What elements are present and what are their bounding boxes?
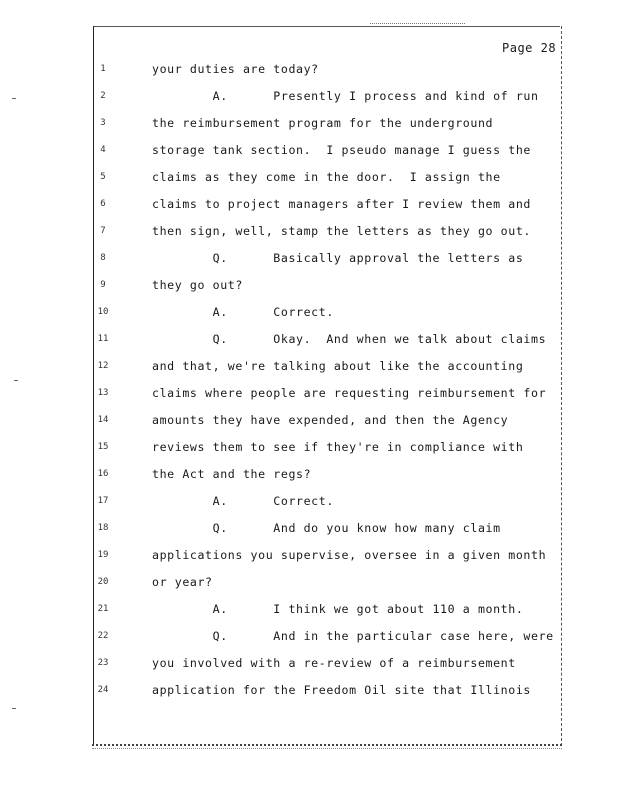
transcript-line: amounts they have expended, and then the Agency — [152, 413, 509, 427]
line-number: 17 — [97, 496, 109, 506]
line-number: 21 — [97, 604, 109, 614]
line-number: 24 — [97, 685, 109, 695]
transcript-line: A. Correct. — [152, 494, 334, 508]
line-number: 8 — [100, 253, 106, 263]
line-number: 16 — [97, 469, 109, 479]
line-number: 4 — [100, 145, 106, 155]
line-number: 5 — [100, 172, 106, 182]
transcript-line: A. Presently I process and kind of run — [152, 89, 539, 103]
line-number: 10 — [97, 307, 109, 317]
transcript-line: Q. Basically approval the letters as — [152, 251, 524, 265]
line-number: 6 — [100, 199, 106, 209]
scan-mark — [14, 380, 18, 381]
scan-artifact — [370, 23, 465, 24]
transcript-line: Q. Okay. And when we talk about claims — [152, 332, 547, 346]
transcript-line: storage tank section. I pseudo manage I guess the — [152, 143, 532, 157]
line-number: 2 — [100, 91, 106, 101]
scan-mark — [12, 98, 16, 99]
transcript-line: the reimbursement program for the underground — [152, 116, 494, 130]
line-number: 18 — [97, 523, 109, 533]
line-number: 19 — [97, 550, 109, 560]
line-number: 3 — [100, 118, 106, 128]
line-number: 15 — [97, 442, 109, 452]
line-number: 12 — [97, 361, 109, 371]
line-number: 11 — [97, 334, 109, 344]
transcript-line: A. I think we got about 110 a month. — [152, 602, 524, 616]
transcript-line: your duties are today? — [152, 62, 319, 76]
transcript-line: and that, we're talking about like the accounting — [152, 359, 524, 373]
line-number: 1 — [100, 64, 106, 74]
line-number: 14 — [97, 415, 109, 425]
transcript-line: claims to project managers after I review them and — [152, 197, 532, 211]
transcript-line: you involved with a re-review of a reimbursement — [152, 656, 516, 670]
page-number: Page 28 — [502, 41, 557, 55]
transcript-line: A. Correct. — [152, 305, 334, 319]
transcript-line: or year? — [152, 575, 213, 589]
transcript-line: then sign, well, stamp the letters as they go out. — [152, 224, 532, 238]
transcript-line: the Act and the regs? — [152, 467, 312, 481]
line-number: 13 — [97, 388, 109, 398]
page-bottom-border-inner — [92, 748, 562, 749]
line-number: 23 — [97, 658, 109, 668]
transcript-line: applications you supervise, oversee in a given month — [152, 548, 547, 562]
line-number: 9 — [100, 280, 106, 290]
line-number: 20 — [97, 577, 109, 587]
line-number: 7 — [100, 226, 106, 236]
line-number: 22 — [97, 631, 109, 641]
transcript-line: claims where people are requesting reimbursement for — [152, 386, 547, 400]
transcript-line: reviews them to see if they're in compliance with — [152, 440, 524, 454]
transcript-line: Q. And in the particular case here, were — [152, 629, 554, 643]
page-bottom-border — [92, 744, 562, 746]
transcript-line: claims as they come in the door. I assign the — [152, 170, 501, 184]
transcript-line: they go out? — [152, 278, 243, 292]
transcript-line: application for the Freedom Oil site that Illinois — [152, 683, 532, 697]
transcript-line: Q. And do you know how many claim — [152, 521, 501, 535]
scan-mark — [12, 708, 16, 709]
